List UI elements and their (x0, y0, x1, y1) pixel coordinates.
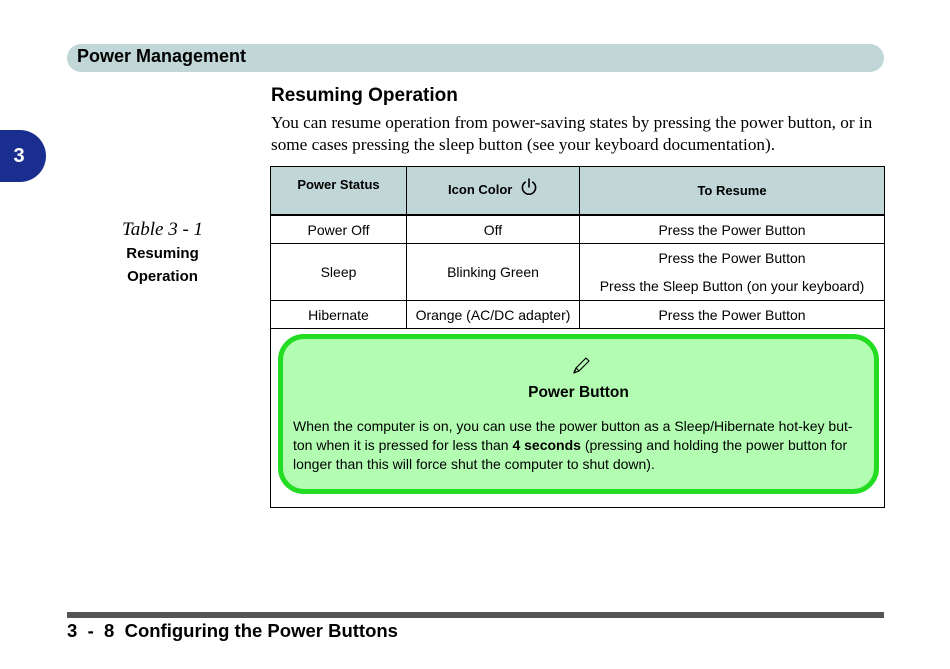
table-header-row (271, 167, 884, 215)
header-power-status-label: Power Status (297, 177, 380, 192)
header-power-status (271, 167, 407, 215)
table-row (271, 301, 884, 329)
row-to-resume (580, 244, 885, 301)
header-to-resume (580, 167, 885, 215)
intro-paragraph: You can resume operation from power-saving states by pressing the power button, or in some cases pressing the sleep button (see your keyboard documentation). (271, 113, 873, 154)
table-caption (100, 218, 225, 288)
footer-rule (67, 612, 884, 618)
footer-page-number: 3 - 8 (67, 620, 115, 641)
chapter-number: 3 (13, 144, 25, 167)
power-icon (520, 177, 538, 200)
note-body-text: (pressing and holding the power button for longer than this will force shut the computer to shut down). (293, 437, 848, 472)
chapter-tab (0, 130, 46, 182)
caption-title-line2: Operation (127, 268, 198, 285)
section-heading: Resuming Operation (271, 85, 458, 106)
header-bar (67, 44, 884, 72)
row-power-status: Hibernate (271, 301, 407, 329)
header-icon-color-label: Icon Color (448, 181, 513, 197)
table-row (271, 244, 884, 301)
pencil-icon (570, 355, 592, 382)
footer-title: Configuring the Power Buttons (124, 620, 398, 641)
power-button-note (278, 334, 879, 494)
footer (67, 620, 398, 642)
note-body (293, 417, 863, 474)
row-power-status: Sleep (271, 244, 407, 301)
header-icon-color (407, 167, 580, 215)
caption-number: Table 3 - 1 (121, 219, 204, 240)
row-icon-color: Blinking Green (407, 244, 580, 301)
row-to-resume: Press the Power Button (580, 215, 885, 244)
caption-title-line1: Resuming (126, 245, 199, 262)
note-title: Power Button (528, 384, 629, 401)
resume-line: Press the Power Button (658, 250, 806, 266)
table-row (271, 215, 884, 244)
note-body-emphasis: 4 seconds (512, 437, 581, 453)
resume-table (271, 167, 884, 329)
row-icon-color: Off (407, 215, 580, 244)
header-to-resume-label: To Resume (697, 183, 767, 198)
resume-line: Press the Sleep Button (on your keyboard) (599, 278, 865, 294)
row-to-resume: Press the Power Button (580, 301, 885, 329)
row-power-status: Power Off (271, 215, 407, 244)
note-body-text: When the computer is on, you can use the power button as a Sleep/Hibernate hot-key but-ton when it is pressed for less than (293, 418, 853, 453)
header-title: Power Management (77, 46, 247, 66)
row-icon-color: Orange (AC/DC adapter) (407, 301, 580, 329)
